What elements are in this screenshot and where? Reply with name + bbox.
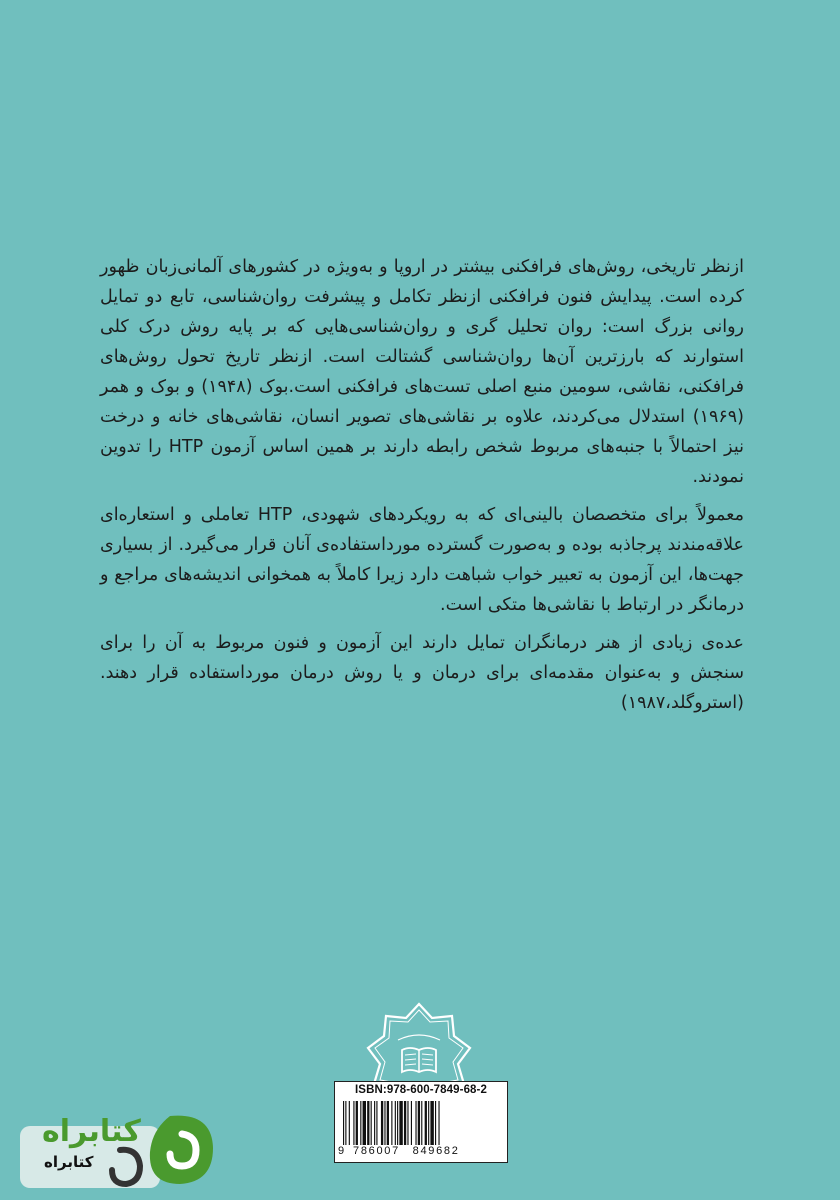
barcode-bar [425,1101,427,1145]
barcode-bar [367,1101,369,1145]
barcode-bar [384,1101,385,1145]
barcode-bar [438,1101,439,1145]
barcode-bar [381,1101,383,1145]
barcode-bar [411,1101,412,1145]
barcode-digits: 786007 849682 [353,1145,460,1157]
store-logo-wordmark-small: کتابراه [44,1153,94,1171]
barcode-bar [349,1101,350,1145]
store-logo-wordmark: کتابراه [42,1114,141,1149]
blurb-paragraph-1: ازنظر تاریخی، روش‌های فرافکنی بیشتر در اروپا و به‌ویژه در کشورهای آلمانی‌زبان ظهور کرده است. پیدایش فنون فرافکنی ازنظر تکامل و پیشرفت روان‌شناسی، تابع دو تمایل روانی بزرگ است: روان تحلیل گری و روان‌شناسی‌هایی که بر پایه روش درک کلی استوارند که بارزترین آن‌ها روان‌شناسی گشتالت است. ازنظر تاریخ تحول روش‌های فرافکنی، نقاشی، سومین منبع اصلی تست‌های فرافکنی است.بوک (۱۹۴۸) و بوک و همر (۱۹۶۹) استدلال می‌کردند، علاوه بر نقاشی‌های تصویر انسان، نقاشی‌های خانه و درخت نیز احتمالاً با جنبه‌های مربوط شخص رابطه دارند بر همین اساس آزمون HTP را تدوین نمودند. [100,257,744,487]
blurb-paragraph-3: عده‌ی زیادی از هنر درمانگران تمایل دارند این آزمون و فنون مربوط به آن را برای سنجش و به‌عنوان مقدمه‌ای برای درمان و یا روش درمان مورداستفاده قرار دهند. (استروگلد،۱۹۸۷) [100,633,744,713]
barcode-bar [395,1101,396,1145]
barcode-bar [418,1101,420,1145]
barcode-bar [415,1101,416,1145]
barcode-bar [391,1101,392,1145]
barcode-bar [356,1101,358,1145]
isbn-barcode [334,1081,508,1163]
barcode-bar [387,1101,389,1145]
back-cover-blurb [100,252,744,726]
barcode-bar [399,1101,402,1145]
barcode-bars [341,1101,501,1145]
barcode-bar [343,1101,344,1145]
barcode-bar [435,1101,436,1145]
barcode-bar [430,1101,433,1145]
barcode-bar [345,1101,346,1145]
barcode-bar [428,1101,429,1145]
barcode-bar [376,1101,377,1145]
barcode-bar [421,1101,422,1145]
barcode-lead-digit: 9 [338,1145,345,1157]
barcode-bar [407,1101,408,1145]
barcode-bar [360,1101,361,1145]
barcode-bar [363,1101,366,1145]
barcode-bar [404,1101,406,1145]
isbn-label: ISBN:978-600-7849-68-2 [355,1084,487,1096]
barcode-bar [374,1101,375,1145]
barcode-bar [371,1101,372,1145]
barcode-bar [397,1101,398,1145]
barcode-bar [353,1101,354,1145]
blurb-paragraph-2: معمولاً برای متخصصان بالینی‌ای که به رویکردهای شهودی، HTP تعاملی و استعاره‌ای علاقه‌مندند پرجاذبه بوده و به‌صورت گسترده مورداستفاده‌ی آنان قرار می‌گیرد. از بسیاری جهت‌ها، این آزمون به تعبیر خواب شباهت دارد زیرا کاملاً به همخوانی اندیشه‌های مراجع و درمانگر در ارتباط با نقاشی‌ها متکی است. [100,505,744,615]
